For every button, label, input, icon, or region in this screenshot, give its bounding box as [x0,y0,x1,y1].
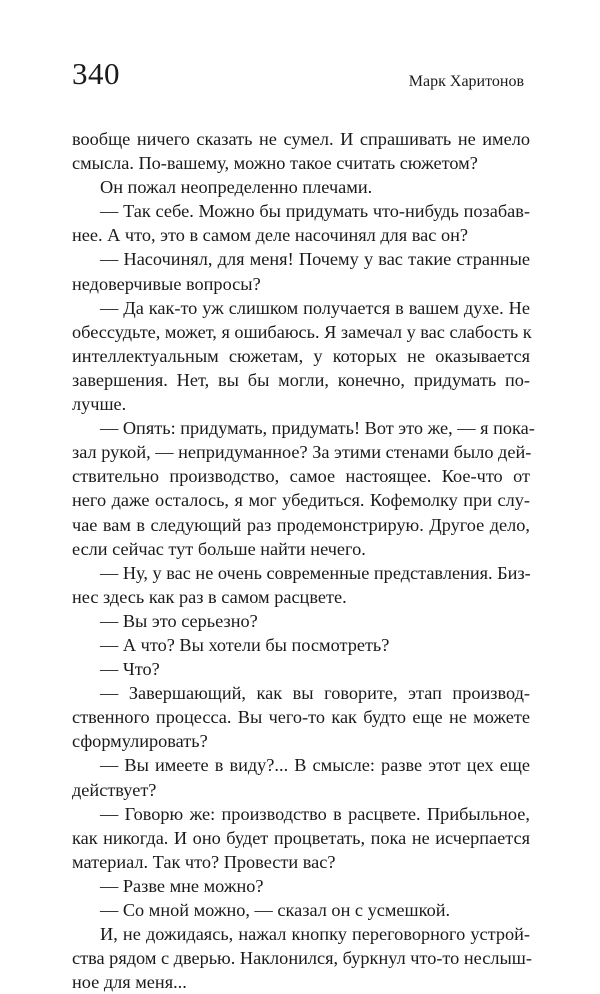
text-line: — Так себе. Можно бы придумать что-нибудь позабав- [100,201,530,222]
text-line: — Насочинял, для меня! Почему у вас такие странные [100,249,530,270]
text-line: действует? [72,779,157,800]
text-line: зал рукой, — непридуманное? За этими стенами было дей- [72,442,532,463]
text-line: него даже осталось, я мог убедиться. Кофемолку при слу- [72,490,530,511]
body-text [72,127,535,994]
text-line: сформулировать? [72,731,208,752]
text-line: — А что? Вы хотели бы посмотреть? [100,634,390,655]
text-line: ственного процесса. Вы чего-то как будто еще не можете [72,707,530,728]
text-line: — Со мной можно, — сказал он с усмешкой. [100,900,451,920]
text-line: как никогда. И оно будет процветать, пока не исчерпается [72,827,530,848]
text-line: лучше. [72,394,127,415]
text-line: Он пожал неопределенно плечами. [100,177,373,198]
text-line: И, не дожидаясь, нажал кнопку переговорного устрой- [100,924,530,945]
text-line: обессудьте, может, я ошибаюсь. Я замечал у вас слабость к [72,321,532,342]
text-line: нес здесь как раз в самом расцвете. [72,586,347,607]
text-line: — Что? [100,659,160,680]
text-line: — Ну, у вас не очень современные представления. Биз- [100,562,531,583]
text-line: нее. А что, это в самом деле насочинял для вас он? [72,225,469,246]
text-line: интеллектуальным сюжетам, у которых не оказывается [72,345,530,366]
text-line: чае вам в следующий раз продемонстрирую. Другое дело, [72,514,530,535]
text-line: — Разве мне можно? [100,875,264,896]
text-line: — Говорю же: производство в расцвете. Прибыльное, [100,803,530,824]
text-line: — Вы это серьезно? [100,610,258,631]
text-line: ствительно производство, самое настоящее. Кое-что от [72,466,530,487]
text-line: если сейчас тут больше найти нечего. [72,538,366,559]
text-line: — Завершающий, как вы говорите, этап производ- [100,683,530,704]
page-number: 340 [72,56,120,91]
text-line: вообще ничего сказать не сумел. И спрашивать не имело [72,129,530,149]
text-line: смысла. По-вашему, можно такое считать сюжетом? [72,153,478,174]
text-line: ства рядом с дверью. Наклонился, буркнул что-то неслыш- [72,948,532,969]
running-head-author: Марк Харитонов [408,73,524,90]
text-line: — Да как-то уж слишком получается в вашем духе. Не [100,297,530,318]
text-line: ное для меня... [72,972,187,993]
text-line: недоверчивые вопросы? [72,273,261,294]
text-line: — Вы имеете в виду?... В смысле: разве этот цех еще [100,755,530,776]
text-line: материал. Так что? Провести вас? [72,851,336,872]
text-line: — Опять: придумать, придумать! Вот это же, — я пока- [100,418,535,439]
text-line: завершения. Нет, вы бы могли, конечно, придумать по- [72,369,530,390]
